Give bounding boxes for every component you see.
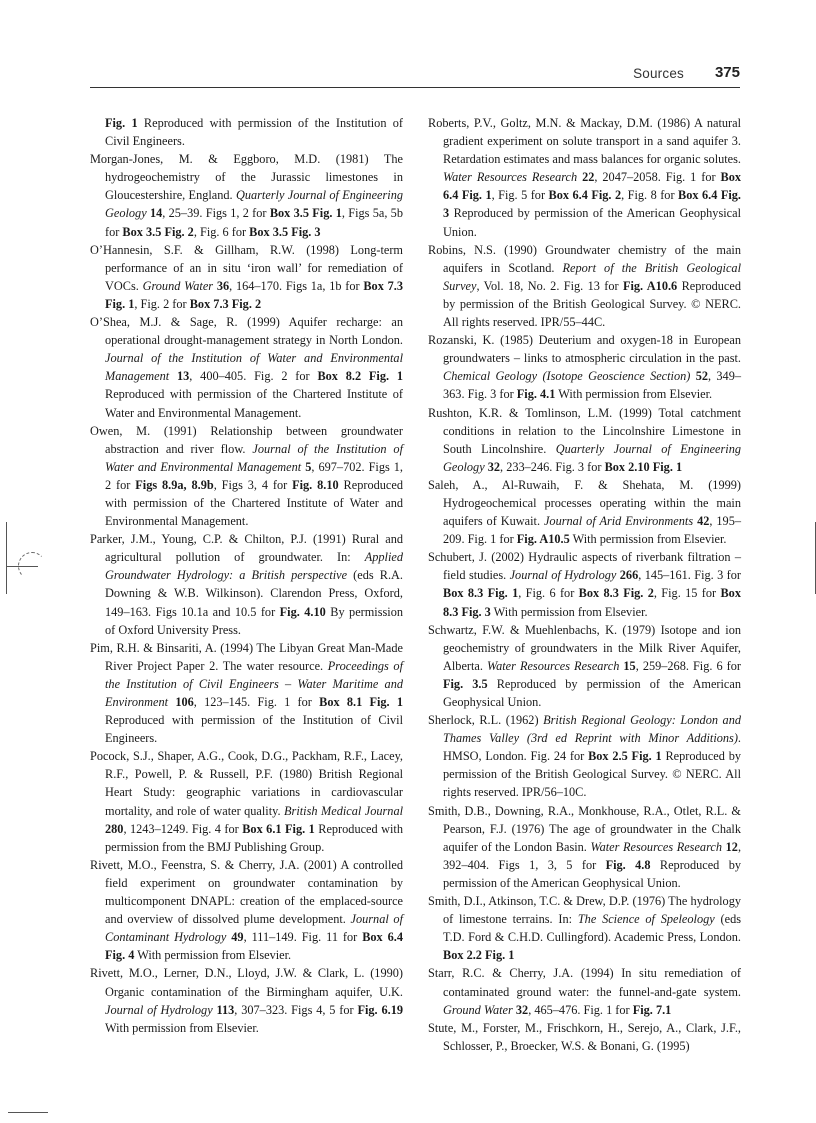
reference-text: Reproduced with permission of the Chartered Institute of Water and Environmental Management. [105,387,403,420]
reference-text: . HMSO, London. Fig. 24 for [443,731,741,764]
reference-text: Owen, M. (1991) Relationship between groundwater abstraction and river flow. [90,423,403,456]
figure-reference: 22 [582,170,595,185]
figure-reference: Box 6.4 Fig. 1 [443,170,742,203]
reference-entry [90,964,403,1036]
figure-reference: Box 6.4 Fig. 4 [105,930,404,963]
reference-text: Stute, M., Forster, M., Frischkorn, H., Serejo, A., Clark, J.F., Schlosser, P., Broecker, W.S. & Bonani, G. (1995) [428,1020,741,1053]
reference-entry [428,404,741,476]
figure-reference: 52 [695,369,708,384]
publication-title: Journal of the Institution of Water and Environmental Management [105,351,403,384]
figure-reference: 49 [231,930,244,945]
figure-reference: Figs 8.9a, 8.9b [135,477,214,492]
reference-entry [90,530,403,639]
reference-entry [428,711,741,801]
reference-entry [428,331,741,403]
figure-reference: 12 [725,839,738,854]
figure-reference: Fig. 4.1 [516,387,556,402]
reference-text: , Fig. 6 for [193,224,250,239]
reference-text: , 195–209. Fig. 1 for [443,514,741,547]
publication-title: Quarterly Journal of Engineering Geology [443,441,742,474]
reference-text: , Fig. 5 for [491,188,549,203]
reference-text: , 400–405. Fig. 2 for [189,369,318,384]
reference-text: , Figs 3, 4 for [213,477,293,492]
figure-reference: 13 [177,369,190,384]
figure-reference: 266 [619,568,639,583]
publication-title: Ground Water [443,1002,513,1017]
reference-entry [90,313,403,422]
figure-reference: 106 [175,695,194,709]
publication-title: Water Resources Research [590,839,723,854]
figure-reference: 42 [697,514,710,529]
reference-text: Reproduced with permission of the Chartered Institute of Water and Environmental Management. [105,477,403,529]
publication-title: The Science of Speleology [577,912,715,927]
figure-reference: Box 8.1 Fig. 1 [319,695,404,709]
reference-text: (eds R.A. Downing & W.B. Wilkinson). Clarendon Press, Oxford, 149–163. Figs 10.1a and 10.5 for [105,568,403,619]
reference-text: , Fig. 8 for [621,188,679,203]
reference-text: , 307–323. Figs 4, 5 for [234,1002,358,1017]
reference-entry [90,422,403,531]
left-column [90,114,403,1037]
reference-text: , 349–363. Fig. 3 for [443,369,741,402]
reference-entry [428,114,741,241]
registration-mark [18,552,46,580]
reference-text: With permission from Elsevier. [555,387,713,402]
figure-reference: 15 [623,658,636,673]
reference-text: Reproduced by permission of the American Geophysical Union. [443,206,741,239]
header-rule [90,87,740,88]
figure-reference: 280 [105,821,124,836]
crop-mark-bottom [8,1112,48,1113]
reference-text: , 25–39. Figs 1, 2 for [162,206,270,221]
reference-text: Robins, N.S. (1990) Groundwater chemistry of the main aquifers in Scotland. [428,242,741,275]
figure-reference: Fig. 6.19 [357,1002,404,1017]
publication-title: Report of the British Geological Survey [443,260,741,293]
reference-entry [90,856,403,965]
publication-title: Proceedings of the Institution of Civil Engineers – Water Maritime and Environment [105,658,403,709]
reference-text: Rushton, K.R. & Tomlinson, L.M. (1999) Total catchment conditions in relation to the Lincolnshire Limestone in South Lincolnshire. [428,405,741,456]
reference-entry [428,802,741,892]
reference-entry [428,621,741,711]
figure-reference: Fig. A10.5 [516,532,570,547]
reference-text: , 123–145. Fig. 1 for [193,695,320,709]
figure-reference: 5 [305,459,312,474]
figure-reference: 36 [216,278,230,293]
publication-title: Chemical Geology (Isotope Geoscience Section) [443,369,691,384]
reference-entry [90,639,403,748]
figure-reference: Box 7.3 Fig. 1 [105,278,403,311]
reference-text: By permission of Oxford University Press. [105,604,404,637]
reference-text: O’Shea, M.J. & Sage, R. (1999) Aquifer recharge: an operational drought-management strategy in North London. [90,315,403,348]
figure-reference: Box 6.4 Fig. 2 [548,188,622,203]
figure-reference: Box 7.3 Fig. 2 [189,296,262,311]
reference-text: With permission from Elsevier. [569,532,727,547]
reference-text: Reproduced with permission from the BMJ Publishing Group. [105,821,403,854]
figure-reference: Fig. 7.1 [632,1002,672,1017]
reference-text: Schwartz, F.W. & Muehlenbachs, K. (1979) Isotope and ion geochemistry of groundwaters in the Milk River Aquifer, Alberta. [428,622,741,673]
reference-entry [428,548,741,620]
publication-title: Journal of Hydrology [509,568,617,583]
reference-entry [428,964,741,1018]
figure-reference: Box 2.10 Fig. 1 [604,459,683,474]
reference-entry [428,892,741,964]
reference-text: Smith, D.I., Atkinson, T.C. & Drew, D.P. (1976) The hydrology of limestone terrains. In: [428,894,741,927]
reference-text: With permission from Elsevier. [134,948,292,963]
publication-title: Journal of Arid Environments [543,514,694,529]
reference-text: Reproduced with permission of the Institution of Civil Engineers. [105,713,403,746]
figure-reference: Fig. A10.6 [622,278,678,293]
reference-text: , 2047–2058. Fig. 1 for [594,170,721,185]
publication-title: Journal of Hydrology [105,1002,213,1017]
figure-reference: Box 8.3 Fig. 1 [443,586,519,601]
figure-reference: Fig. 4.8 [605,857,651,872]
reference-text: Sherlock, R.L. (1962) [428,713,544,728]
reference-text: Reproduced by permission of the American Geophysical Union. [443,676,741,709]
reference-text: Rivett, M.O., Lerner, D.N., Lloyd, J.W. & Clark, L. (1990) Organic contamination of the Birmingham aquifer, U.K. [90,966,403,999]
section-title: Sources [633,66,684,81]
figure-reference: Box 8.3 Fig. 2 [578,586,654,601]
reference-text: With permission from Elsevier. [105,1020,259,1035]
figure-reference: Box 3.5 Fig. 2 [122,224,194,239]
reference-text: Roberts, P.V., Goltz, M.N. & Mackay, D.M. (1986) A natural gradient experiment on solute transport in a sand aquifer 3. Retardation estimates and mass balances for organic solutes. [428,116,741,167]
publication-title: British Regional Geology: London and Thames Valley (3rd ed Reprint with Minor Additions) [443,713,741,746]
right-column [428,114,741,1055]
publication-title: Journal of the Institution of Water and Environmental Management [105,441,404,474]
reference-entry [428,476,741,548]
publication-title: Water Resources Research [443,170,578,185]
reference-text: Reproduced by permission of the British Geological Survey. © NERC. All rights reserved. IPR/56–10C. [443,749,741,800]
reference-text: , 233–246. Fig. 3 for [500,459,605,474]
reference-entry [90,150,403,240]
reference-text: Pim, R.H. & Binsariti, A. (1994) The Libyan Great Man-Made River Project Paper 2. The water resource. [90,640,403,673]
reference-text: O’Hannesin, S.F. & Gillham, R.W. (1998) Long-term performance of an in situ ‘iron wall’ for remediation of VOCs. [90,242,403,293]
publication-title: Quarterly Journal of Engineering Geology [105,188,403,221]
reference-text: , Fig. 6 for [518,586,579,601]
reference-text: Rivett, M.O., Feenstra, S. & Cherry, J.A. (2001) A controlled field experiment on groundwater contamination by multicomponent DNAPL: creation of the emplaced-source and overview of dissolved plume development. [90,857,403,927]
figure-reference: Box 8.3 Fig. 3 [443,586,741,619]
figure-reference: Fig. 3.5 [443,676,488,691]
reference-text: Rozanski, K. (1985) Deuterium and oxygen-18 in European groundwaters – links to atmospheric circulation in the past. [428,333,741,366]
figure-reference: Box 8.2 Fig. 1 [317,369,403,384]
reference-entry [90,747,403,856]
figure-reference: Fig. 4.10 [279,604,326,619]
figure-reference: Box 6.1 Fig. 1 [242,821,315,836]
reference-text: Reproduced with permission of the Institution of Civil Engineers. [105,116,404,149]
reference-text: , 1243–1249. Fig. 4 for [123,821,243,836]
reference-text: , 164–170. Figs 1a, 1b for [229,278,364,293]
reference-text: Reproduced by permission of the British Geological Survey. © NERC. All rights reserved. IPR/55–44C. [443,278,741,330]
reference-text: , 697–702. Figs 1, 2 for [105,459,404,492]
publication-title: Water Resources Research [486,658,620,673]
publication-title: Applied Groundwater Hydrology: a British perspective [105,550,403,583]
reference-text: , 145–161. Fig. 3 for [638,568,742,583]
reference-text: Reproduced by permission of the American Geophysical Union. [443,857,741,890]
reference-text: , 465–476. Fig. 1 for [528,1002,633,1017]
running-header [90,64,740,84]
publication-title: Ground Water [142,278,214,293]
reference-text: , Fig. 2 for [134,296,190,311]
figure-reference: 32 [515,1002,529,1017]
figure-reference: Box 3.5 Fig. 3 [249,224,321,239]
reference-text: Saleh, A., Al-Ruwaih, F. & Shehata, M. (1999) Hydrogeochemical processes operating within the main aquifers of Kuwait. [428,477,741,529]
reference-text: , Fig. 15 for [653,586,721,601]
figure-reference: 14 [149,206,163,221]
figure-reference: Fig. 1 [105,116,138,130]
reference-entry [90,114,403,150]
reference-text: Starr, R.C. & Cherry, J.A. (1994) In situ remediation of contaminated ground water: the funnel-and-gate system. [428,966,741,999]
crop-mark-vertical [6,522,7,594]
page-number: 375 [714,64,740,81]
reference-entry [428,1019,741,1055]
figure-reference: Box 2.5 Fig. 1 [588,749,662,764]
reference-entry [428,241,741,331]
reference-text: Schubert, J. (2002) Hydraulic aspects of riverbank filtration – field studies. [428,550,741,583]
figure-reference: Box 6.4 Fig. 3 [443,188,741,221]
reference-text: , Figs 5a, 5b for [105,206,403,239]
reference-text: , 111–149. Fig. 11 for [243,930,363,945]
reference-text [169,369,177,383]
reference-text: Parker, J.M., Young, C.P. & Chilton, P.J. (1991) Rural and agricultural pollution of groundwater. In: [90,532,403,565]
reference-text: , Vol. 18, No. 2. Fig. 13 for [476,278,623,293]
publication-title: Journal of Contaminant Hydrology [105,912,403,945]
reference-text: (eds T.D. Ford & C.H.D. Cullingford). Academic Press, London. [443,912,741,945]
publication-title: British Medical Journal [284,803,404,818]
figure-reference: Fig. 8.10 [292,477,339,492]
reference-text: , 259–268. Fig. 6 for [635,658,741,673]
figure-reference: Box 3.5 Fig. 1 [269,206,342,221]
figure-reference: Box 2.2 Fig. 1 [443,948,515,963]
reference-text: , 392–404. Figs 1, 3, 5 for [443,839,742,872]
reference-entry [90,241,403,313]
reference-text: Pocock, S.J., Shaper, A.G., Cook, D.G., Packham, R.F., Lacey, R.F., Powell, P. & Russell, P.F. (1980) British Regional Heart Study: geographic variations in cardiovascular mortality, and role of water quality. [90,749,403,818]
figure-reference: 32 [487,459,501,474]
reference-text: Smith, D.B., Downing, R.A., Monkhouse, R.A., Otlet, R.L. & Pearson, F.J. (1976) The age of groundwater in the Chalk aquifer of the London Basin. [428,803,741,854]
reference-text: With permission from Elsevier. [490,604,648,619]
figure-reference: 113 [216,1002,235,1017]
reference-text: Morgan-Jones, M. & Eggboro, M.D. (1981) The hydrogeochemistry of the Jurassic limestones in Gloucestershire, England. [90,152,403,203]
